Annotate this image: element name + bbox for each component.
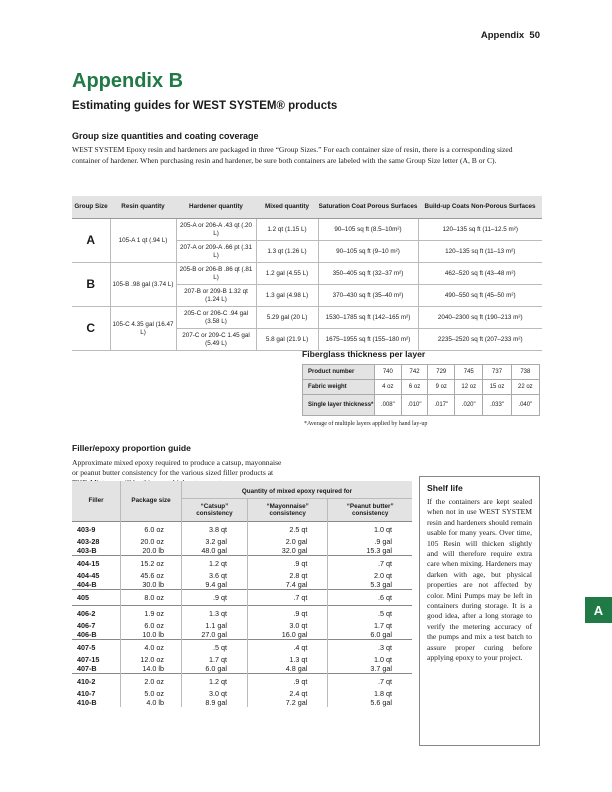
mayonnaise-qty: .4 qt xyxy=(247,640,327,656)
mixed-cell: 5.29 gal (20 L) xyxy=(256,307,318,329)
mayonnaise-qty: 32.0 gal xyxy=(247,546,327,556)
peanut-butter-qty: 1.0 qt xyxy=(374,655,392,664)
filler-name: 410-2 xyxy=(72,674,121,690)
filler-row xyxy=(72,640,412,656)
shelf-life-box xyxy=(419,476,540,746)
filler-row xyxy=(72,674,412,690)
catsup-qty: 9.4 gal xyxy=(182,580,248,590)
catsup-qty: 6.0 gal xyxy=(182,664,248,674)
fiber-cell: .033" xyxy=(483,395,511,416)
fiber-cell: .017" xyxy=(428,395,455,416)
package-size: 2.0 oz xyxy=(121,674,182,690)
fiber-cell: 740 xyxy=(375,365,402,380)
filler-name: 404-B xyxy=(72,580,121,590)
filler-name: 407-15 xyxy=(72,655,121,664)
catsup-qty: 1.7 qt xyxy=(182,655,248,664)
page-header xyxy=(481,30,540,41)
buildup-cell: 120–135 sq ft (11–13 m²) xyxy=(418,241,542,263)
section-tab: A xyxy=(585,597,612,623)
package-size: 4.0 oz xyxy=(121,640,182,656)
package-size: 10.0 lb xyxy=(121,630,182,640)
mixed-cell: 1.3 gal (4.98 L) xyxy=(256,285,318,307)
peanut-butter-qty: 2.0 qt xyxy=(374,571,392,580)
package-size: 5.0 oz xyxy=(121,689,182,698)
fiber-cell: 12 oz xyxy=(455,380,483,395)
page-number: 50 xyxy=(529,30,540,41)
filler-name: 410-B xyxy=(72,698,121,707)
fiber-cell: .020" xyxy=(455,395,483,416)
peanut-butter-qty: .7 qt xyxy=(328,556,412,572)
saturation-cell: 350–405 sq ft (32–37 m²) xyxy=(318,263,418,285)
saturation-cell: 1675–1955 sq ft (155–180 m²) xyxy=(318,329,418,351)
shelf-life-title: Shelf life xyxy=(427,483,463,493)
package-size: 20.0 oz xyxy=(121,537,182,546)
col-header-group: Group Size xyxy=(72,196,110,219)
filler-name: 404-15 xyxy=(72,556,121,572)
package-size: 45.6 oz xyxy=(121,571,182,580)
catsup-qty: 1.2 qt xyxy=(182,556,248,572)
package-size: 12.0 oz xyxy=(121,655,182,664)
peanut-butter-qty: .9 gal xyxy=(374,537,392,546)
mayonnaise-qty: 7.4 gal xyxy=(247,580,327,590)
catsup-qty: 27.0 gal xyxy=(182,630,248,640)
peanut-butter-qty: 15.3 gal xyxy=(366,546,392,555)
catsup-qty: .5 qt xyxy=(182,640,248,656)
resin-quantity: 105-B .98 gal (3.74 L) xyxy=(110,263,176,307)
package-size: 6.0 oz xyxy=(121,621,182,630)
page-subtitle: Estimating guides for WEST SYSTEM® products xyxy=(72,100,338,112)
page-title: Appendix B xyxy=(72,70,184,92)
group-row xyxy=(72,219,542,241)
filler-name: 407-B xyxy=(72,664,121,674)
package-size: 30.0 lb xyxy=(121,580,182,590)
package-size: 1.9 oz xyxy=(121,606,182,622)
col-header-catsup: “Catsup” consistency xyxy=(182,499,248,522)
hardener-cell: 205-C or 206-C .94 gal (3.58 L) xyxy=(176,307,256,329)
col-header-mayonnaise: “Mayonnaise” consistency xyxy=(247,499,327,522)
filler-name: 403-9 xyxy=(72,522,121,538)
filler-name: 407-5 xyxy=(72,640,121,656)
buildup-cell: 490–550 sq ft (45–50 m²) xyxy=(418,285,542,307)
catsup-qty: 1.1 gal xyxy=(182,621,248,630)
filler-row xyxy=(72,571,412,580)
filler-row xyxy=(72,546,412,556)
mayonnaise-qty: .9 qt xyxy=(247,674,327,690)
mayonnaise-qty: 3.0 qt xyxy=(247,621,327,630)
filler-row xyxy=(72,522,412,538)
fiber-cell: 745 xyxy=(455,365,483,380)
mayonnaise-qty: 2.8 qt xyxy=(247,571,327,580)
fiber-row-weight xyxy=(303,380,540,395)
col-header-hardener: Hardener quantity xyxy=(176,196,256,219)
shelf-life-text: If the containers are kept sealed when not in use WEST SYSTEM resin and hardeners should remain usable for many years. Over time, 105 Resin will thicken slightly and will therefore require extra care when mixing. Hardeners may darken with age, but physical properties are not affected by color. Mini Pumps may be left in containers during storage. It is a good idea, after a long storage to verify the metering accuracy of the pumps and mix a test batch to assure proper curing before applying epoxy to your project. xyxy=(427,497,532,663)
filler-row xyxy=(72,606,412,622)
filler-row xyxy=(72,556,412,572)
hardener-cell: 207-C or 209-C 1.45 gal (5.49 L) xyxy=(176,329,256,351)
col-header-peanut-butter: “Peanut butter” consistency xyxy=(328,499,412,522)
buildup-cell: 462–520 sq ft (43–48 m²) xyxy=(418,263,542,285)
fiber-row-thickness xyxy=(303,395,540,416)
col-header-resin: Resin quantity xyxy=(110,196,176,219)
fiber-cell: 742 xyxy=(401,365,428,380)
filler-row xyxy=(72,537,412,546)
catsup-qty: 3.2 gal xyxy=(182,537,248,546)
buildup-cell: 2235–2520 sq ft (207–233 m²) xyxy=(418,329,542,351)
peanut-butter-qty: .5 qt xyxy=(328,606,412,622)
catsup-qty: 48.0 gal xyxy=(182,546,248,556)
filler-row xyxy=(72,580,412,590)
resin-quantity: 105-C 4.35 gal (16.47 L) xyxy=(110,307,176,351)
col-header-buildup: Build-up Coats Non-Porous Surfaces xyxy=(418,196,542,219)
peanut-butter-qty: 5.6 gal xyxy=(370,698,392,707)
filler-heading: Filler/epoxy proportion guide xyxy=(72,443,191,453)
peanut-butter-qty: 1.8 qt xyxy=(374,689,392,698)
col-header-saturation: Saturation Coat Porous Surfaces xyxy=(318,196,418,219)
mayonnaise-qty: 2.0 gal xyxy=(247,537,327,546)
mixed-cell: 1.3 qt (1.26 L) xyxy=(256,241,318,263)
hardener-cell: 207-B or 209-B 1.32 qt (1.24 L) xyxy=(176,285,256,307)
peanut-butter-qty: 1.7 qt xyxy=(374,621,392,630)
mayonnaise-qty: .7 qt xyxy=(247,590,327,606)
catsup-qty: 3.0 qt xyxy=(182,689,248,698)
filler-name: 406-B xyxy=(72,630,121,640)
fiber-cell: 9 oz xyxy=(428,380,455,395)
group-size-heading: Group size quantities and coating coverage xyxy=(72,131,259,141)
filler-row xyxy=(72,689,412,698)
col-header-mixed: Mixed quantity xyxy=(256,196,318,219)
filler-row xyxy=(72,698,412,707)
package-size: 20.0 lb xyxy=(121,546,182,556)
peanut-butter-qty: .7 qt xyxy=(328,674,412,690)
catsup-qty: 1.3 qt xyxy=(182,606,248,622)
catsup-qty: .9 qt xyxy=(182,590,248,606)
mayonnaise-qty: 1.3 qt xyxy=(247,655,327,664)
fiberglass-footnote: *Average of multiple layers applied by hand lay-up xyxy=(304,421,428,427)
mayonnaise-qty: 7.2 gal xyxy=(247,698,327,707)
filler-row xyxy=(72,590,412,606)
saturation-cell: 1530–1785 sq ft (142–165 m²) xyxy=(318,307,418,329)
header-section: Appendix xyxy=(480,30,525,41)
mixed-cell: 1.2 gal (4.55 L) xyxy=(256,263,318,285)
mayonnaise-qty: 2.5 qt xyxy=(247,522,327,538)
fiberglass-table xyxy=(302,364,540,416)
catsup-qty: 3.6 qt xyxy=(182,571,248,580)
fiber-cell: 6 oz xyxy=(401,380,428,395)
fiber-label: Product number xyxy=(303,365,375,380)
package-size: 8.0 oz xyxy=(121,590,182,606)
filler-row xyxy=(72,630,412,640)
filler-name: 404-45 xyxy=(72,571,121,580)
peanut-butter-qty: 3.7 gal xyxy=(370,664,392,673)
col-header-package: Package size xyxy=(121,481,182,522)
group-row xyxy=(72,263,542,285)
mayonnaise-qty: 4.8 gal xyxy=(247,664,327,674)
group-letter: A xyxy=(72,219,110,263)
fiber-cell: 15 oz xyxy=(483,380,511,395)
resin-quantity: 105-A 1 qt (.94 L) xyxy=(110,219,176,263)
filler-row xyxy=(72,664,412,674)
peanut-butter-qty: .3 qt xyxy=(328,640,412,656)
fiber-cell: 729 xyxy=(428,365,455,380)
filler-name: 406-7 xyxy=(72,621,121,630)
col-header-filler: Filler xyxy=(72,481,121,522)
filler-table xyxy=(72,481,412,707)
buildup-cell: 2040–2300 sq ft (190–213 m²) xyxy=(418,307,542,329)
filler-row xyxy=(72,621,412,630)
fiber-cell: 738 xyxy=(511,365,539,380)
group-size-intro: WEST SYSTEM Epoxy resin and hardeners are packaged in three “Group Sizes.” For each container size of resin, there is a corresponding sized container of hardener. When purchasing resin and hardener, be sure both containers are labeled with the same Group Size letter (A, B or C). xyxy=(72,145,513,165)
catsup-qty: 1.2 qt xyxy=(182,674,248,690)
filler-name: 405 xyxy=(72,590,121,606)
fiber-cell: 4 oz xyxy=(375,380,402,395)
group-letter: B xyxy=(72,263,110,307)
mixed-cell: 5.8 gal (21.9 L) xyxy=(256,329,318,351)
hardener-cell: 205-B or 206-B .86 qt (.81 L) xyxy=(176,263,256,285)
mayonnaise-qty: 2.4 qt xyxy=(247,689,327,698)
package-size: 4.0 lb xyxy=(121,698,182,707)
hardener-cell: 205-A or 206-A .43 qt (.20 L) xyxy=(176,219,256,241)
fiberglass-heading: Fiberglass thickness per layer xyxy=(302,349,426,359)
saturation-cell: 90–105 sq ft (8.5–10m²) xyxy=(318,219,418,241)
fiber-row-product xyxy=(303,365,540,380)
fiber-cell: .040" xyxy=(511,395,539,416)
package-size: 6.0 oz xyxy=(121,522,182,538)
peanut-butter-qty: .6 qt xyxy=(328,590,412,606)
filler-name: 403-28 xyxy=(72,537,121,546)
peanut-butter-qty: 1.0 qt xyxy=(328,522,412,538)
mayonnaise-qty: .9 qt xyxy=(247,606,327,622)
filler-name: 406-2 xyxy=(72,606,121,622)
hardener-cell: 207-A or 209-A .66 pt (.31 L) xyxy=(176,241,256,263)
buildup-cell: 120–135 sq ft (11–12.5 m²) xyxy=(418,219,542,241)
fiber-cell: 737 xyxy=(483,365,511,380)
peanut-butter-qty: 6.0 gal xyxy=(370,630,392,639)
package-size: 14.0 lb xyxy=(121,664,182,674)
fiber-label: Fabric weight xyxy=(303,380,375,395)
saturation-cell: 370–430 sq ft (35–40 m²) xyxy=(318,285,418,307)
mayonnaise-qty: .9 qt xyxy=(247,556,327,572)
mayonnaise-qty: 16.0 gal xyxy=(247,630,327,640)
package-size: 15.2 oz xyxy=(121,556,182,572)
filler-name: 410-7 xyxy=(72,689,121,698)
fiber-cell: .008" xyxy=(375,395,402,416)
group-size-table xyxy=(72,196,542,351)
fiber-cell: 22 oz xyxy=(511,380,539,395)
fiber-cell: .010" xyxy=(401,395,428,416)
col-group-header: Quantity of mixed epoxy required for xyxy=(182,481,413,499)
filler-row xyxy=(72,655,412,664)
group-letter: C xyxy=(72,307,110,351)
saturation-cell: 90–105 sq ft (9–10 m²) xyxy=(318,241,418,263)
mixed-cell: 1.2 qt (1.15 L) xyxy=(256,219,318,241)
catsup-qty: 3.8 qt xyxy=(182,522,248,538)
group-row xyxy=(72,307,542,329)
catsup-qty: 8.9 gal xyxy=(182,698,248,707)
fiber-label: Single layer thickness* xyxy=(303,395,375,416)
filler-name: 403-B xyxy=(72,546,121,556)
filler-intro: Approximate mixed epoxy required to produce a catsup, mayonnaise or peanut butter consistency for the various sized filler products at xyxy=(72,458,282,478)
peanut-butter-qty: 5.3 gal xyxy=(370,580,392,589)
